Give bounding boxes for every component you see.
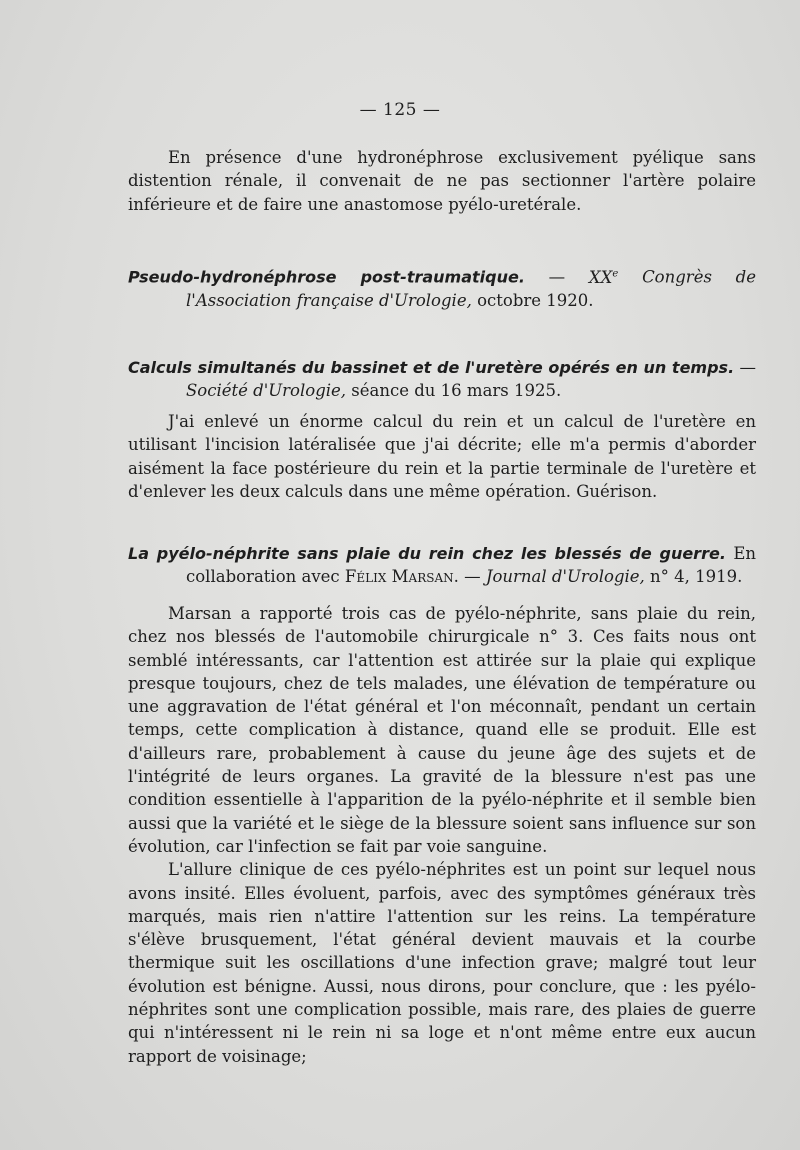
section-2-body: J'ai enlevé un énorme calcul du rein et un calcul de l'uretère en utilisant l'incision latéralisée que j'ai décrite; elle m'a permis d'aborder aisément la face postérieure du rein et la partie terminale de l'uretère et d'enlever les deux calculs dans une même opération. Guérison. bbox=[128, 412, 756, 501]
section-3 bbox=[128, 542, 756, 1068]
section-3-issue: n° 4, 1919. bbox=[650, 567, 743, 586]
section-3-title: La pyélo-néphrite sans plaie du rein chez les blessés de guerre. bbox=[128, 544, 726, 563]
section-1-dash: — bbox=[548, 267, 566, 287]
section-2-heading bbox=[128, 356, 756, 402]
section-3-body-2: L'allure clinique de ces pyélo-néphrites est un point sur lequel nous avons insité. Elles évoluent, parfois, avec des symptômes généraux très marqués, mais rien n'attire l'attention sur les reins. La température s'élève brusquement, l'état général devient mauvais et la courbe thermique suit les oscillations d'une infection grave; malgré tout leur évolution est bénigne. Aussi, nous dirons, pour conclure, que : les pyélo-néphrites sont une complication possible, mais rare, des plaies de guerre qui n'intéressent ni le rein ni sa loge et n'ont même entre eux aucun rapport de voisinage; bbox=[128, 860, 756, 1066]
section-2-source: Société d'Urologie, bbox=[186, 381, 347, 400]
intro-paragraph: En présence d'une hydronéphrose exclusivement pyélique sans distention rénale, il convenait de ne pas sectionner l'artère polaire inférieure et de faire une anastomose pyélo-uretérale. bbox=[128, 148, 756, 214]
section-3-collab-prefix: En collaboration avec bbox=[186, 544, 757, 586]
intro-block bbox=[128, 146, 756, 216]
section-2 bbox=[128, 356, 756, 503]
section-3-dash: — bbox=[464, 567, 481, 586]
section-1 bbox=[128, 262, 756, 312]
section-1-title: Pseudo-hydronéphrose post-traumatique. bbox=[128, 267, 525, 287]
section-2-date: séance du 16 mars 1925. bbox=[351, 381, 562, 400]
section-1-date: octobre 1920. bbox=[477, 290, 594, 310]
section-3-collab-name: Félix Marsan. bbox=[344, 567, 459, 586]
section-2-dash: — bbox=[739, 358, 757, 377]
section-3-heading bbox=[128, 542, 756, 588]
section-1-congress: XXe bbox=[588, 267, 619, 287]
section-1-source: Congrès de l'Association française d'Urologie, bbox=[186, 267, 756, 310]
section-3-journal: Journal d'Urologie, bbox=[485, 567, 645, 586]
section-3-body-1: Marsan a rapporté trois cas de pyélo-néphrite, sans plaie du rein, chez nos blessés de l'automobile chirurgicale n° 3. Ces faits nous ont semblé intéressants, car l'attention est attirée sur la plaie qui explique presque toujours, chez de tels malades, une élévation de température ou une aggravation de l'état général et l'on méconnaît, pendant un certain temps, cette complication à distance, quand elle se produit. Elle est d'ailleurs rare, probablement à cause du jeune âge des sujets et de l'intégrité de leurs organes. La gravité de la blessure n'est pas une condition essentielle à l'apparition de la pyélo-néphrite et il semble bien aussi que la variété et le siège de la blessure soient sans influence sur son évolution, car l'infection se fait par voie sanguine. bbox=[128, 604, 756, 856]
section-1-heading bbox=[128, 262, 756, 312]
page-number: — 125 — bbox=[359, 100, 441, 120]
section-2-title: Calculs simultanés du bassinet et de l'uretère opérés en un temps. bbox=[128, 358, 735, 377]
